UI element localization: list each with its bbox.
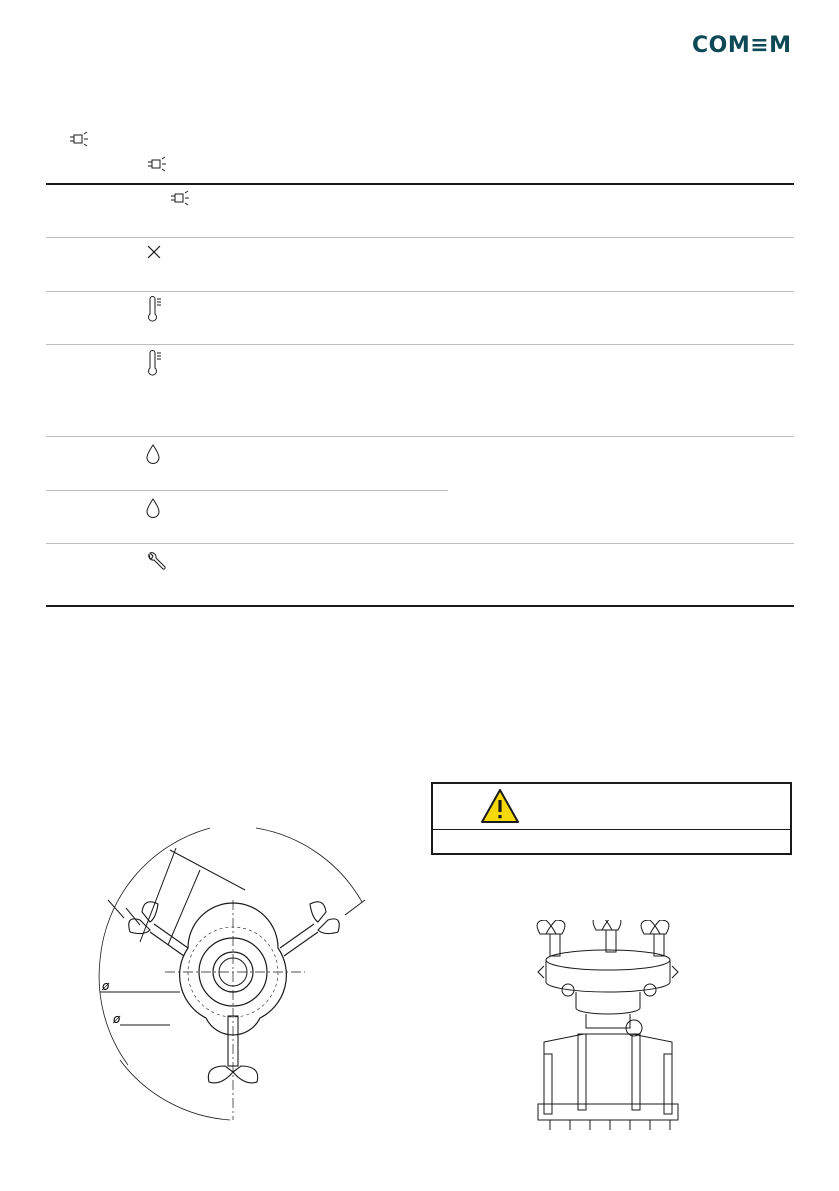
table-bottom-rule bbox=[46, 605, 794, 607]
warning-box bbox=[431, 782, 792, 855]
table-row-divider bbox=[46, 344, 794, 345]
product-isometric-drawing bbox=[520, 920, 700, 1140]
drop-icon bbox=[145, 497, 161, 519]
table-row-divider bbox=[46, 291, 794, 292]
table-row-divider bbox=[46, 543, 794, 544]
led-indicator-icon bbox=[170, 190, 192, 206]
table-row-divider bbox=[46, 237, 794, 238]
diameter-symbol: ø bbox=[113, 1012, 121, 1026]
drop-icon bbox=[145, 443, 161, 465]
cross-icon bbox=[146, 244, 162, 260]
warning-triangle-icon bbox=[480, 788, 520, 824]
table-top-rule bbox=[46, 183, 794, 185]
led-indicator-icon bbox=[69, 131, 91, 147]
led-indicator-icon bbox=[147, 156, 169, 172]
warning-divider bbox=[433, 829, 790, 830]
table-row-divider bbox=[46, 436, 794, 437]
mounting-bracket-drawing bbox=[80, 820, 400, 1130]
table-row-divider bbox=[46, 490, 448, 491]
wrench-icon bbox=[145, 551, 167, 573]
temperature-icon bbox=[145, 296, 163, 324]
temperature-icon bbox=[145, 350, 163, 378]
diameter-symbol: ø bbox=[102, 979, 110, 993]
logo-text: COM≡M bbox=[692, 33, 792, 58]
company-logo bbox=[692, 33, 792, 58]
